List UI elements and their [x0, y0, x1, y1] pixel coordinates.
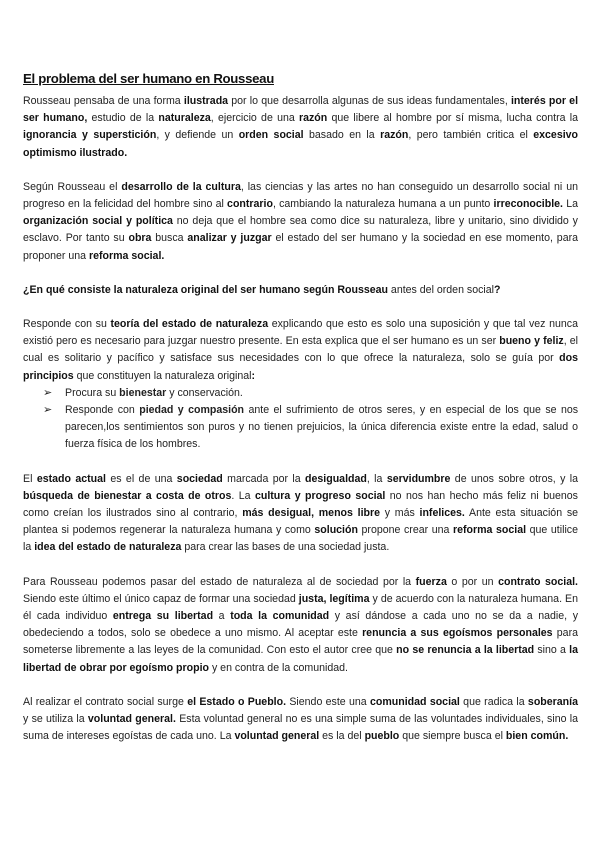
bold-term: reforma social.	[88, 249, 165, 262]
bold-term: obra	[128, 232, 152, 245]
section-question: ¿En qué consiste la naturaleza original del ser humano según Rousseau antes del orden social?	[23, 283, 501, 296]
bold-term: excesivo optimismo ilustrado.	[23, 129, 579, 159]
arrow-bullet-icon: ➢	[43, 386, 53, 399]
bold-term: solución	[314, 524, 358, 537]
list-item: ➢ Responde con piedad y compasión ante el sufrimiento de otros seres, y en especial de los que se nos parecen,los sentimientos son puros y no tienen prejuicios, la única diferencia existe entre la edad, salud o fuerza física de los hombres.	[43, 404, 579, 451]
bold-term: bien común.	[505, 730, 569, 743]
bold-term: el Estado o Pueblo.	[187, 695, 287, 708]
bold-term: dos principios	[23, 352, 578, 382]
bold-term: desarrollo de la cultura	[121, 180, 241, 193]
paragraph-current-state: El estado actual es el de una sociedad marcada por la desigualdad, la servidumbre de unos sobre otros, y la búsqueda de bienestar a costa de otros. La cultura y progreso social no nos han hecho más feliz ni buenos como creían los ilustrados sino al contrario, más desigual, menos libre y más infelices. Ante esta situación se plantea si podemos regenerar la naturaleza humana y como solución propone crear una reforma social que utilice la idea del estado de naturaleza para crear las bases de una sociedad justa.	[23, 472, 579, 554]
bold-term: justa, legítima	[298, 592, 370, 605]
bold-term: entrega su libertad	[112, 610, 214, 623]
document-body	[23, 93, 578, 746]
bold-term: pueblo	[364, 730, 400, 743]
bold-term: soberanía	[527, 695, 578, 708]
bold-term: infelices.	[419, 507, 465, 520]
bold-term: :	[251, 369, 256, 382]
bold-term: fuerza	[415, 575, 447, 588]
paragraph-social-contract: Para Rousseau podemos pasar del estado de naturaleza al de sociedad por la fuerza o por un contrato social. Siendo este último el único capaz de formar una sociedad justa, legítima y de acuerdo con la naturaleza humana. En él cada individuo entrega su libertad a toda la comunidad y así dándose a cada uno no se da a nadie, y obedeciendo a todos, solo se obedece a uno mismo. Al aceptar este renuncia a sus egoísmos personales para someterse libremente a las leyes de la comunidad. Con esto el autor cree que no se renuncia a la libertad sino a la libertad de obrar por egoísmo propio y en contra de la comunidad.	[23, 575, 579, 674]
page-title: El problema del ser humano en Rousseau	[23, 71, 274, 86]
bold-term: ?	[494, 283, 501, 296]
bold-term: más desigual, menos libre	[242, 507, 381, 520]
bold-term: ignorancia y superstición	[23, 129, 157, 142]
bold-term: ¿En qué consiste la naturaleza original del ser humano según Rousseau	[23, 283, 388, 296]
bold-term: no se renuncia a la libertad	[396, 644, 535, 657]
list-item: ➢ Procura su bienestar y conservación.	[23, 385, 578, 402]
bold-term: renuncia a sus egoísmos personales	[362, 627, 553, 640]
bold-term: piedad y compasión	[139, 404, 245, 417]
bold-term: búsqueda de bienestar a costa de otros	[23, 489, 232, 502]
bold-term: reforma social	[452, 524, 527, 537]
bold-term: voluntad general.	[87, 713, 176, 726]
bold-term: bueno y feliz	[499, 335, 564, 348]
paragraph-state-people: Al realizar el contrato social surge el Estado o Pueblo. Siendo este una comunidad social que radica la soberanía y se utiliza la voluntad general. Esta voluntad general no es una simple suma de las voluntades individuales, sino la suma de intereses egoístas de cada uno. La voluntad general es la del pueblo que siempre busca el bien común.	[23, 695, 578, 743]
bold-term: desigualdad	[305, 472, 367, 485]
bold-term: orden social	[238, 129, 304, 142]
bold-term: voluntad general	[234, 730, 320, 743]
paragraph-culture: Según Rousseau el desarrollo de la cultura, las ciencias y las artes no han conseguido un desarrollo social ni un progreso en la felicidad del hombre sino al contrario, cambiando la naturaleza humana a un punto irreconocible. La organización social y política no deja que el hombre sea como dice su naturaleza, libre y unitario, sino dividido y esclavo. Por tanto su obra busca analizar y juzgar el estado del ser humano y la sociedad en ese momento, para proponer una reforma social.	[23, 180, 579, 262]
bold-term: contrario	[227, 198, 273, 211]
bold-term: servidumbre	[386, 472, 451, 485]
bold-term: toda la comunidad	[230, 610, 330, 623]
bold-term: estado actual	[36, 472, 106, 485]
bold-term: analizar y juzgar	[187, 232, 272, 245]
bold-term: razón	[380, 129, 409, 142]
bold-term: sociedad	[176, 472, 223, 485]
paragraph-intro: Rousseau pensaba de una forma ilustrada por lo que desarrolla algunas de sus ideas fundamentales, interés por el ser humano, estudio de la naturaleza, ejercicio de una razón que libere al hombre por sí misma, lucha contra la ignorancia y superstición, y defiende un orden social basado en la razón, pero también critica el excesivo optimismo ilustrado.	[23, 95, 579, 159]
bold-term: bienestar	[119, 386, 167, 399]
bold-term: organización social y política	[23, 215, 173, 228]
bold-term: la libertad de obrar por egoísmo propio	[23, 644, 578, 674]
bold-term: cultura y progreso social	[254, 489, 386, 502]
bold-term: interés por el ser humano,	[23, 95, 579, 125]
bold-term: contrato social.	[498, 575, 578, 588]
bold-term: idea del estado de naturaleza	[34, 541, 182, 554]
bold-term: naturaleza	[158, 112, 211, 125]
bold-term: irreconocible.	[493, 198, 563, 211]
bold-term: razón	[298, 112, 328, 125]
bold-term: comunidad social	[370, 695, 460, 708]
principles-list	[23, 385, 578, 454]
arrow-bullet-icon: ➢	[43, 404, 53, 417]
bold-term: ilustrada	[183, 95, 229, 107]
bold-term: teoría del estado de naturaleza	[110, 318, 269, 331]
paragraph-state-of-nature: Responde con su teoría del estado de naturaleza explicando que esto es solo una suposición y que tal vez nunca existió pero es necesario para juzgar nuestro presente. En esta explica que el ser humano es un ser bueno y feliz, el cual es solitario y pacífico y satisface sus necesidades con lo que ofrece la naturaleza, solo se guía por dos principios que constituyen la naturaleza original:	[23, 318, 578, 382]
